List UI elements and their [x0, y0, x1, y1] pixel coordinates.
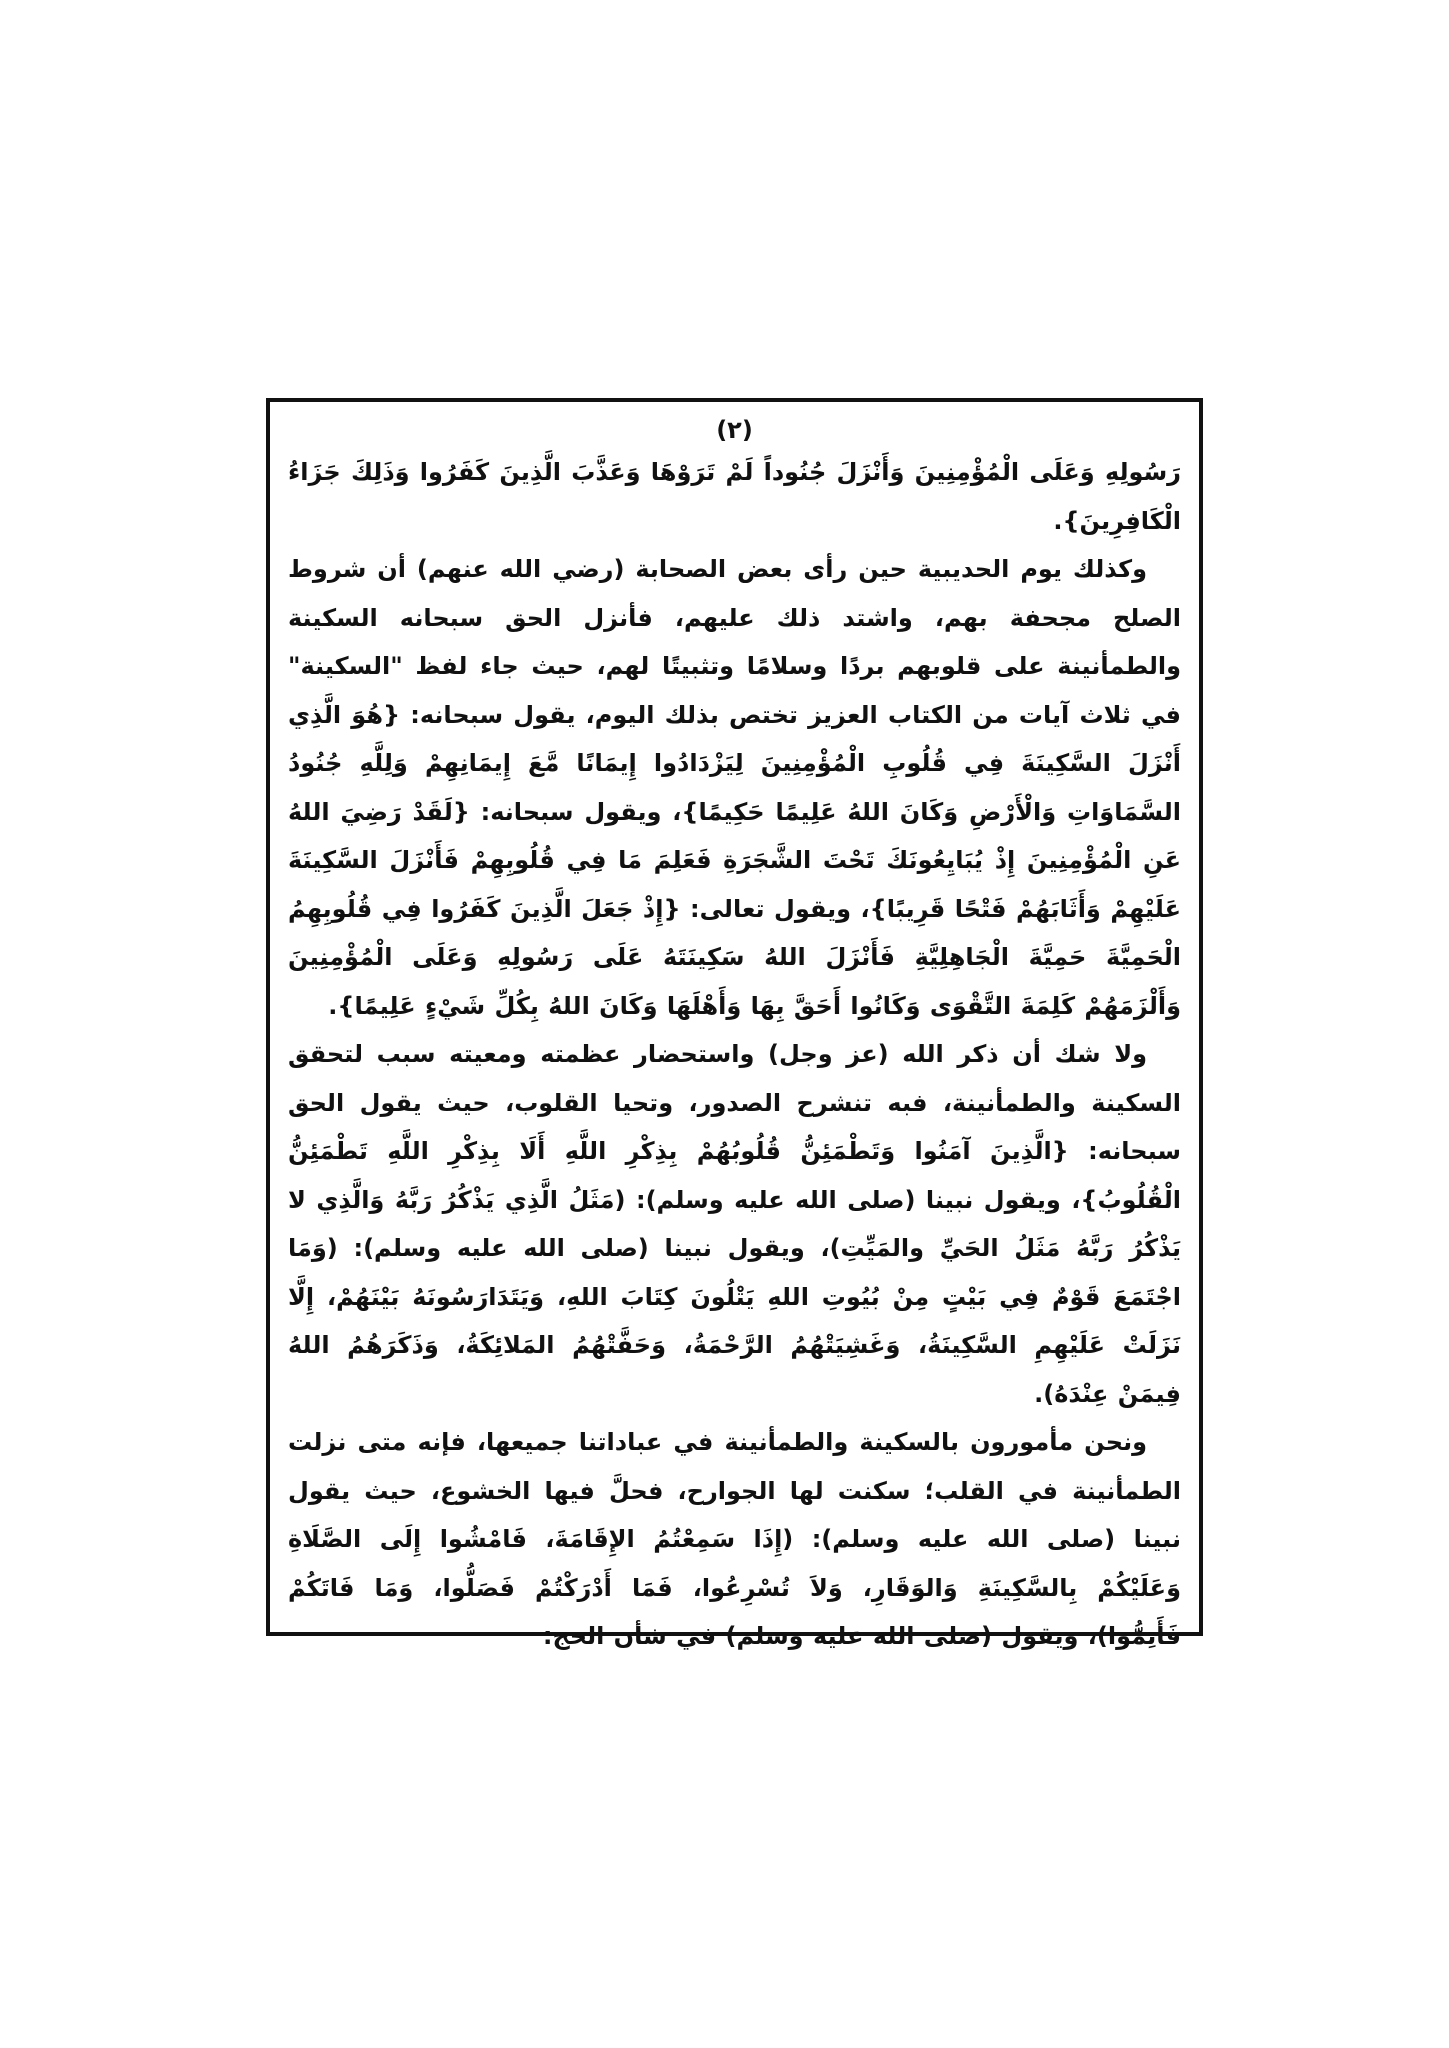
paragraph-1: رَسُولِهِ وَعَلَى الْمُؤْمِنِينَ وَأَنْزَلَ جُنُوداً لَمْ تَرَوْهَا وَعَذَّبَ الَّذِينَ كَفَرُوا وَذَلِكَ جَزَاءُ الْكَافِرِينَ}. — [288, 458, 1181, 535]
paragraph-3: ولا شك أن ذكر الله (عز وجل) واستحضار عظمته ومعيته سبب لتحقق السكينة والطمأنينة، فبه تنشرح الصدور، وتحيا القلوب، حيث يقول الحق سبحانه: {الَّذِينَ آمَنُوا وَتَطْمَئِنُّ قُلُوبُهُمْ بِذِكْرِ اللَّهِ أَلَا بِذِكْرِ اللَّهِ تَطْمَئِنُّ الْقُلُوبُ}، ويقول نبينا (صلى الله عليه وسلم): (مَثَلُ الَّذِي يَذْكُرُ رَبَّهُ وَالَّذِي لا يَذْكُرُ رَبَّهُ مَثَلُ الحَيِّ والمَيِّتِ)، ويقول نبينا (صلى الله عليه وسلم): (وَمَا اجْتَمَعَ قَوْمٌ فِي بَيْتٍ مِنْ بُيُوتِ اللهِ يَتْلُونَ كِتَابَ اللهِ، وَيَتَدَارَسُونَهُ بَيْنَهُمْ، إِلَّا نَزَلَتْ عَلَيْهِمِ السَّكِينَةُ، وَغَشِيَتْهُمُ الرَّحْمَةُ، وَحَفَّتْهُمُ المَلائِكَةُ، وَذَكَرَهُمُ اللهُ فِيمَنْ عِنْدَهُ). — [288, 1040, 1181, 1408]
paragraph-4: ونحن مأمورون بالسكينة والطمأنينة في عباداتنا جميعها، فإنه متى نزلت الطمأنينة في القلب؛ سكنت لها الجوارح، فحلَّ فيها الخشوع، حيث يقول نبينا (صلى الله عليه وسلم): (إِذَا سَمِعْتُمُ الإِقَامَةَ، فَامْشُوا إِلَى الصَّلَاةِ وَعَلَيْكُمْ بِالسَّكِينَةِ وَالوَقَارِ، وَلاَ تُسْرِعُوا، فَمَا أَدْرَكْتُمْ فَصَلُّوا، وَمَا فَاتَكُمْ فَأَتِمُّوا)، ويقول (صلى الله عليه وسلم) في شأن الحج: — [288, 1428, 1181, 1650]
page-number: (٢) — [716, 416, 753, 444]
paragraph-2: وكذلك يوم الحديبية حين رأى بعض الصحابة (رضي الله عنهم) أن شروط الصلح مجحفة بهم، واشتد ذلك عليهم، فأنزل الحق سبحانه السكينة والطمأنينة على قلوبهم بردًا وسلامًا وتثبيتًا لهم، حيث جاء لفظ "السكينة" في ثلاث آيات من الكتاب العزيز تختص بذلك اليوم، يقول سبحانه: {هُوَ الَّذِي أَنْزَلَ السَّكِينَةَ فِي قُلُوبِ الْمُؤْمِنِينَ لِيَزْدَادُوا إِيمَانًا مَّعَ إِيمَانِهِمْ وَلِلَّهِ جُنُودُ السَّمَاوَاتِ وَالْأَرْضِ وَكَانَ اللهُ عَلِيمًا حَكِيمًا}، ويقول سبحانه: {لَقَدْ رَضِيَ اللهُ عَنِ الْمُؤْمِنِينَ إِذْ يُبَايِعُونَكَ تَحْتَ الشَّجَرَةِ فَعَلِمَ مَا فِي قُلُوبِهِمْ فَأَنْزَلَ السَّكِينَةَ عَلَيْهِمْ وَأَثَابَهُمْ فَتْحًا قَرِيبًا}، ويقول تعالى: {إِذْ جَعَلَ الَّذِينَ كَفَرُوا فِي قُلُوبِهِمُ الْحَمِيَّةَ حَمِيَّةَ الْجَاهِلِيَّةِ فَأَنْزَلَ اللهُ سَكِينَتَهُ عَلَى رَسُولِهِ وَعَلَى الْمُؤْمِنِينَ وَأَلْزَمَهُمْ كَلِمَةَ التَّقْوَى وَكَانُوا أَحَقَّ بِهَا وَأَهْلَهَا وَكَانَ اللهُ بِكُلِّ شَيْءٍ عَلِيمًا}. — [288, 555, 1181, 1020]
page-frame — [266, 398, 1203, 1650]
